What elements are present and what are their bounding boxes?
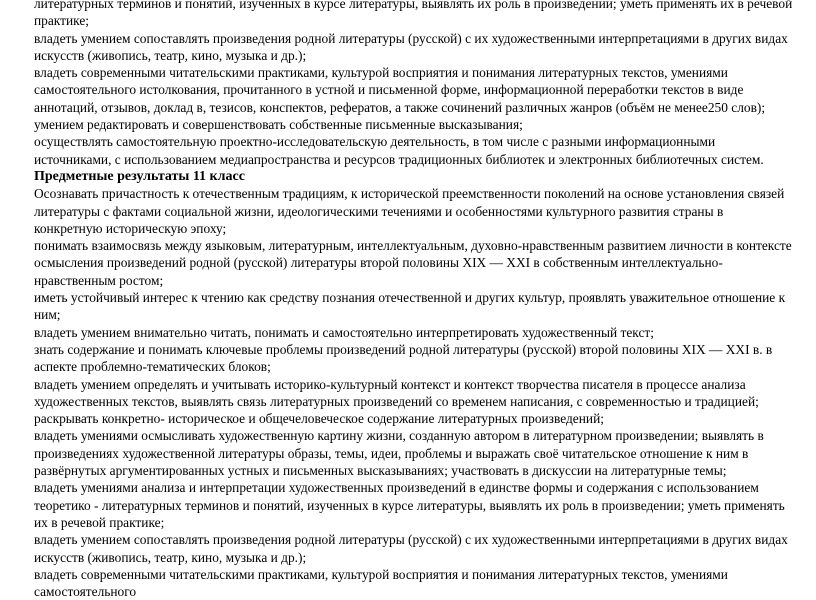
section-heading: Предметные результаты 11 класс: [34, 168, 245, 184]
paragraph-project-research: осуществлять самостоятельную проектно-исследовательскую деятельность, в том числе с разными информационными источниками, с использованием медиапространства и ресурсов традиционных библиотек и электронных библиотечных систем.: [34, 134, 764, 167]
paragraph-careful-reading: владеть умением внимательно читать, понимать и самостоятельно интерпретировать художественный текст;: [34, 324, 654, 340]
paragraph-reading-practices-top: владеть современными читательскими практиками, культурой восприятия и понимания литературных текстов, умениями самостоятельного истолкования, прочитанного в устной и письменной форме, информационной переработки текстов в виде аннотаций, отзывов, доклад в, тезисов, конспектов, рефератов, а также сочинений различных жанров (объём не менее250 слов); умением редактировать и совершенствовать собственные письменные высказывания;: [34, 65, 766, 133]
paragraph-key-problems: знать содержание и понимать ключевые проблемы произведений родной литературы (русской) второй половины XIX — XXI в. в аспекте проблемно-тематических блоков;: [34, 341, 773, 375]
paragraph-compare-interpretations-top: владеть умением сопоставлять произведения родной литературы (русской) с их художественными интерпретациями в других видах искусств (живопись, театр, кино, музыка и др.);: [34, 30, 788, 63]
paragraph-compare-interpretations: владеть умением сопоставлять произведения родной литературы (русской) с их художественными интерпретациями в других видах искусств (живопись, театр, кино, музыка и др.);: [34, 532, 788, 565]
paragraph-reading-interest: иметь устойчивый интерес к чтению как средству познания отечественной и других культур, проявлять уважительное отношение к ним;: [34, 290, 786, 323]
document-content: [34, 0, 794, 600]
paragraph-traditions: Осознавать причастность к отечественным традициям, к исторической преемственности поколений на основе установления связей литературы с фактами социальной жизни, идеологическими течениями и особенностями культурного развития страны в конкретную историческую эпоху;: [34, 186, 785, 236]
paragraph-artistic-picture: владеть умениями осмысливать художественную картину жизни, созданную автором в литературном произведении; выявлять в произведениях художественной литературы образы, темы, идеи, проблемы и выражать своё читательское отношение к ним в развёрнутых аргументированных устных и письменных высказываниях; участвовать в дискуссии на литературные темы;: [34, 428, 764, 479]
paragraph-analysis-interpretation: владеть умениями анализа и интерпретации художественных произведений в единстве формы и содержания с использованием теоретико - литературных терминов и понятий, изученных в курсе литературы, выявлять их роль в произведении; уметь применять их в речевой практике;: [34, 480, 785, 530]
paragraph-reading-practices: владеть современными читательскими практиками, культурой восприятия и понимания литературных текстов, умениями самостоятельного: [34, 566, 728, 600]
paragraph-literary-terms-top: литературных терминов и понятий, изученных в курсе литературы, выявлять их роль в произведении; уметь применять их в речевой практике;: [34, 0, 793, 29]
paragraph-interconnection: понимать взаимосвязь между языковым, литературным, интеллектуальным, духовно-нравственным развитием личности в контексте осмысления произведений родной (русской) литературы второй половины XIX — XXI в собственным интеллектуально-нравственным ростом;: [34, 238, 792, 288]
paragraph-historical-context: владеть умением определять и учитывать историко-культурный контекст и контекст творчества писателя в процессе анализа художественных текстов, выявлять связь литературных произведений со временем написания, с современностью и традицией; раскрывать конкретно- историческое и общечеловеческое содержание литературных произведений;: [34, 376, 759, 427]
